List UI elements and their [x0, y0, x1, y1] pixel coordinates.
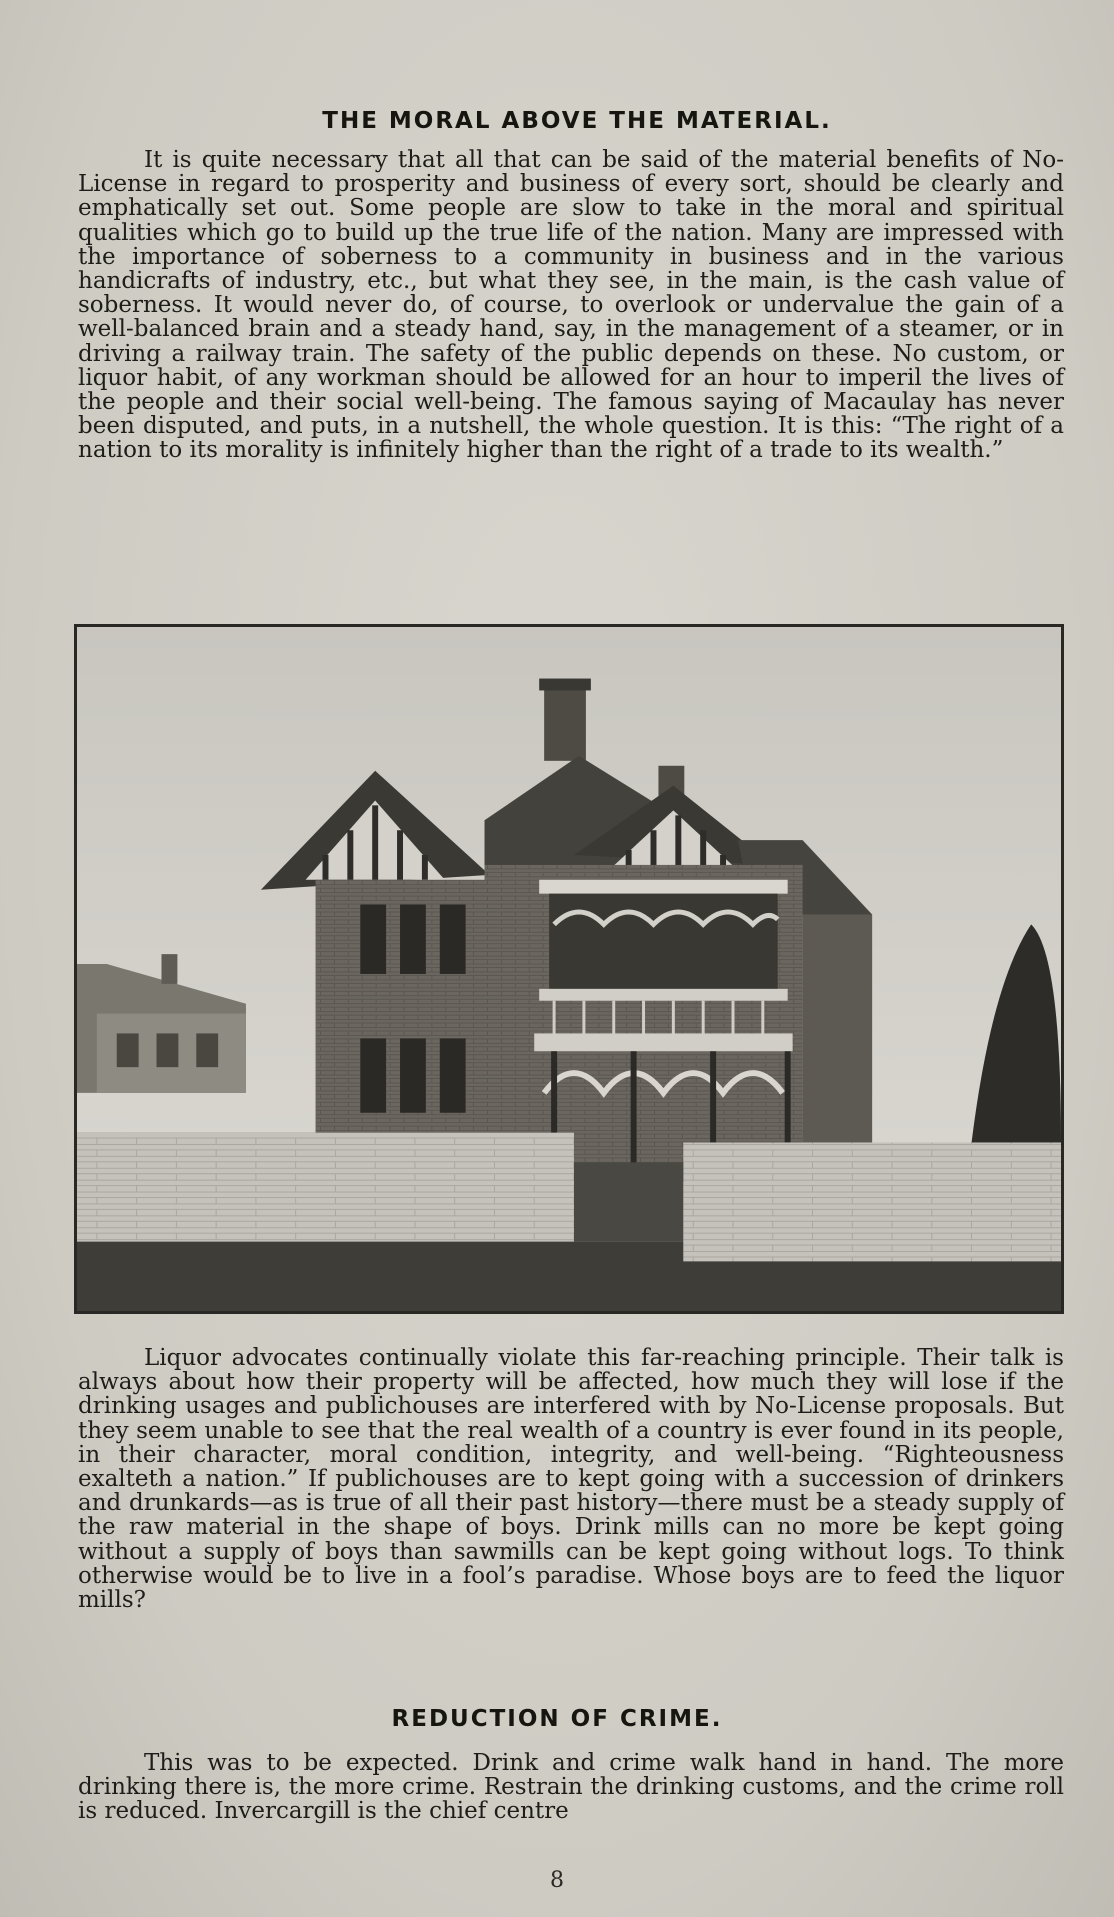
paragraph-text: This was to be expected. Drink and crime walk hand in hand. The more drinking there is, the more crime. Restrain the drinking customs, and the crime roll is reduced. Invercargill is the chief centre	[78, 1750, 1064, 1825]
body-paragraph	[78, 148, 1064, 463]
house-illustration	[77, 627, 1061, 1311]
body-paragraph	[78, 1751, 1064, 1824]
page-number: 8	[550, 1868, 564, 1893]
paragraph-text: It is quite necessary that all that can be said of the material benefits of No-License in regard to prosperity and business of every sort, should be clearly and emphatically set out. Some people are slow to take in the moral and spiritual qualities which go to build up the true life of the nation. Many are impressed with the importance of soberness to a community in business and in the various handicrafts of industry, etc., but what they see, in the main, is the cash value of soberness. It would never do, of course, to overlook or undervalue the gain of a well-balanced brain and a steady hand, say, in the management of a steamer, or in driving a railway train. The safety of the public depends on these. No custom, or liquor habit, of any workman should be allowed for an hour to imperil the lives of the people and their social well-being. The famous saying of Macaulay has never been disputed, and puts, in a nutshell, the whole question. It is this: “The right of a nation to its morality is infinitely higher than the right of a trade to its wealth.”	[78, 147, 1064, 464]
paragraph-text: Liquor advocates continually violate this far-reaching principle. Their talk is always about how their property will be affected, how much they will lose if the drinking usages and publichouses are interfered with by No-License proposals. But they seem unable to see that the real wealth of a country is ever found in its people, in their character, moral condition, integrity, and well-being. “Righteousness exalteth a nation.” If publichouses are to kept going with a succession of drinkers and drunkards—as is true of all their past history—there must be a steady supply of the raw material in the shape of boys. Drink mills can no more be kept going without a supply of boys than sawmills can be kept going without logs. To think otherwise would be to live in a fool’s paradise. Whose boys are to feed the liquor mills?	[78, 1345, 1064, 1614]
house-photograph	[74, 624, 1064, 1314]
section-heading: THE MORAL ABOVE THE MATERIAL.	[322, 108, 832, 134]
section-heading: REDUCTION OF CRIME.	[391, 1706, 723, 1732]
body-paragraph	[78, 1346, 1064, 1612]
